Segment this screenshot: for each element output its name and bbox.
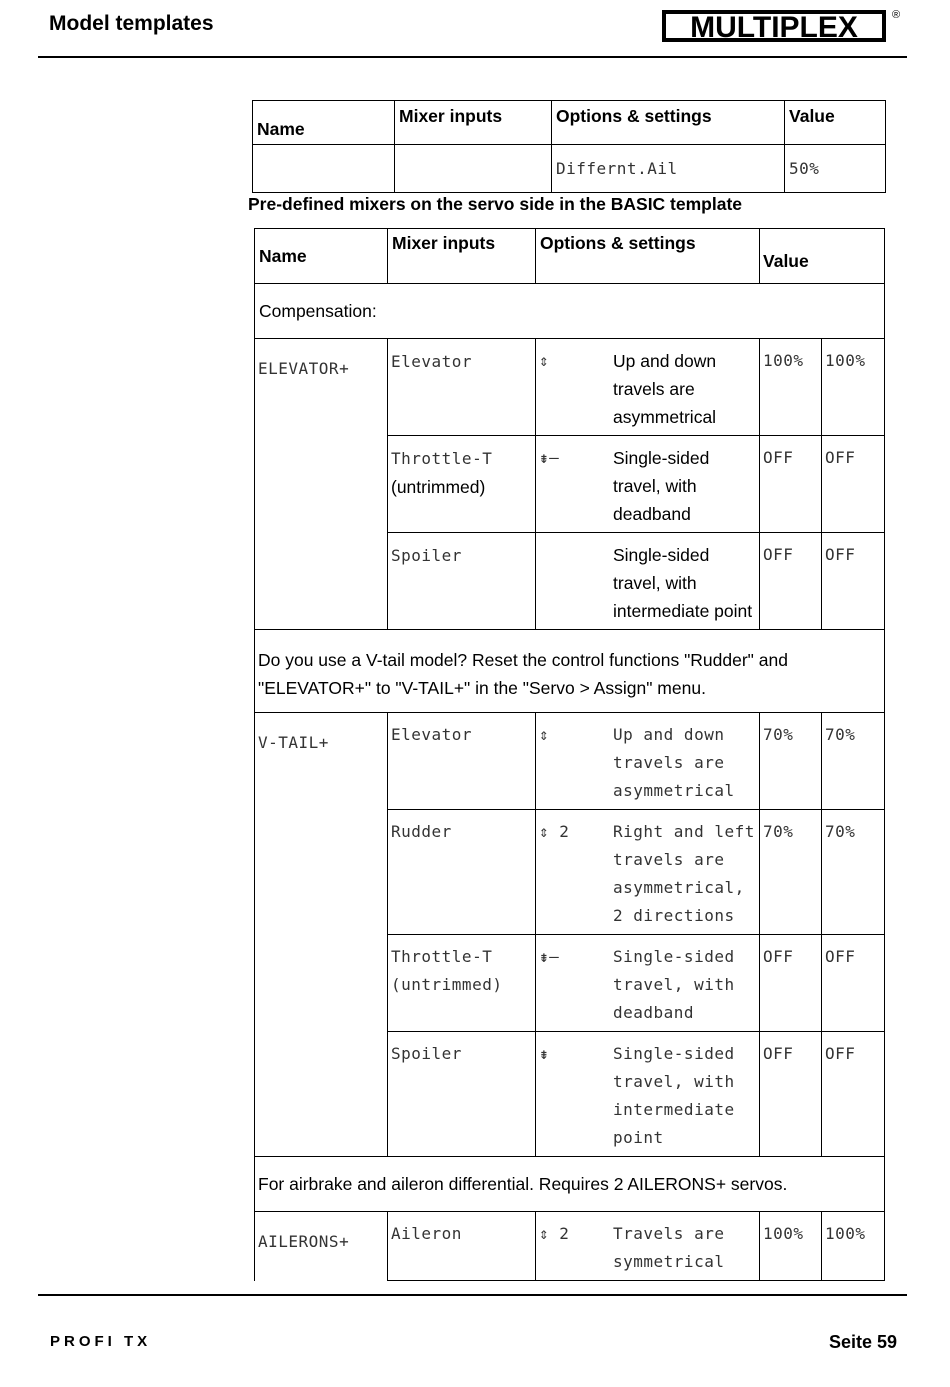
mixer-name-elevator: ELEVATOR+ <box>255 339 388 630</box>
col-header-name: Name <box>253 101 395 145</box>
page-header-title: Model templates <box>49 12 214 35</box>
input-throttle: Throttle-T (untrimmed) <box>388 436 536 533</box>
mixer-name-vtail: V-TAIL+ <box>255 713 388 1157</box>
value-1: 100% <box>760 1212 822 1281</box>
input-aileron: Aileron <box>388 1212 536 1281</box>
value-2: 70% <box>822 810 885 935</box>
up-down-arrow-icon: ⇕ 2 <box>539 822 570 841</box>
svg-text:MULTIPLEX: MULTIPLEX <box>690 11 858 44</box>
option-rudder: ⇕ 2 Right and left travels are asymmetrical, 2 directions <box>536 810 760 935</box>
single-sided-arrow-icon: ⇟– <box>539 448 560 467</box>
value-2: 100% <box>822 1212 885 1281</box>
value-2: OFF <box>822 533 885 630</box>
up-down-arrow-icon: ⇕ <box>539 725 550 744</box>
row-name <box>253 145 395 193</box>
section-vtail: Do you use a V-tail model? Reset the control functions "Rudder" and "ELEVATOR+" to "V-TAIL+" in the "Servo > Assign" menu. <box>255 630 885 713</box>
col-header-inputs: Mixer inputs <box>395 101 552 145</box>
value-differential: 50% <box>785 145 886 193</box>
col-header-value: Value <box>785 101 886 145</box>
footer-rule <box>38 1294 907 1296</box>
input-spoiler: Spoiler <box>388 533 536 630</box>
header-rule <box>38 56 907 58</box>
value-1: OFF <box>760 1032 822 1157</box>
col-header-value: Value <box>760 229 885 284</box>
option-differential: Differnt.Ail <box>552 145 785 193</box>
multiplex-logo <box>660 6 910 46</box>
single-sided-arrow-icon: ⇟– <box>539 947 560 966</box>
mixers-table <box>254 228 885 1281</box>
value-2: OFF <box>822 935 885 1032</box>
option-elevator: ⇕ Up and down travels are asymmetrical <box>536 713 760 810</box>
differential-table <box>252 100 886 193</box>
value-2: 70% <box>822 713 885 810</box>
input-spoiler: Spoiler <box>388 1032 536 1157</box>
option-elevator: ⇕ Up and down travels are asymmetrical <box>536 339 760 436</box>
col-header-name: Name <box>255 229 388 284</box>
footer-page-number: Seite 59 <box>828 1332 897 1352</box>
input-throttle: Throttle-T (untrimmed) <box>388 935 536 1032</box>
footer-product-name: PROFI TX <box>50 1333 152 1350</box>
value-1: 70% <box>760 810 822 935</box>
up-down-arrow-icon: ⇕ 2 <box>539 1224 570 1243</box>
option-throttle: ⇟– Single-sided travel, with deadband <box>536 935 760 1032</box>
single-sided-arrow-icon: ⇟ <box>539 1044 550 1063</box>
value-2: OFF <box>822 1032 885 1157</box>
mixer-name-ailerons: AILERONS+ <box>255 1212 388 1281</box>
input-elevator: Elevator <box>388 713 536 810</box>
value-2: 100% <box>822 339 885 436</box>
option-spoiler: Single-sided travel, with intermediate point <box>536 533 760 630</box>
section-ailerons: For airbrake and aileron differential. Requires 2 AILERONS+ servos. <box>255 1157 885 1212</box>
option-aileron: ⇕ 2 Travels are symmetrical <box>536 1212 760 1281</box>
svg-text:®: ® <box>892 9 901 21</box>
value-1: OFF <box>760 935 822 1032</box>
input-rudder: Rudder <box>388 810 536 935</box>
section-compensation: Compensation: <box>255 284 885 339</box>
value-2: OFF <box>822 436 885 533</box>
value-1: OFF <box>760 436 822 533</box>
row-inputs <box>395 145 552 193</box>
value-1: 70% <box>760 713 822 810</box>
input-elevator: Elevator <box>388 339 536 436</box>
option-throttle: ⇟– Single-sided travel, with deadband <box>536 436 760 533</box>
value-1: OFF <box>760 533 822 630</box>
col-header-options: Options & settings <box>536 229 760 284</box>
table-caption: Pre-defined mixers on the servo side in the BASIC template <box>248 194 743 214</box>
up-down-arrow-icon: ⇕ <box>539 351 550 370</box>
value-1: 100% <box>760 339 822 436</box>
option-spoiler: ⇟ Single-sided travel, with intermediate point <box>536 1032 760 1157</box>
col-header-inputs: Mixer inputs <box>388 229 536 284</box>
col-header-options: Options & settings <box>552 101 785 145</box>
